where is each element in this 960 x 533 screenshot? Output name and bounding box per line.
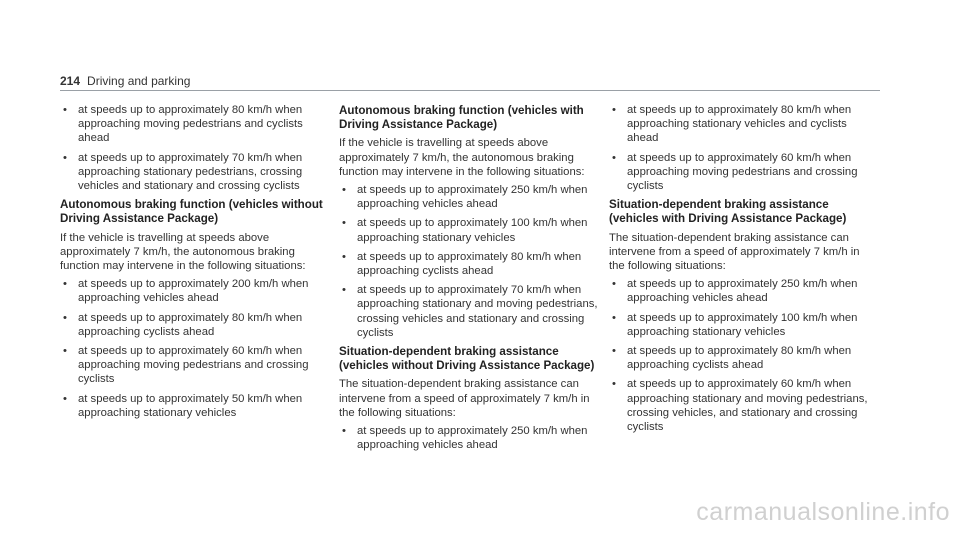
bullet-icon: • (612, 104, 616, 116)
bullet-icon: • (63, 104, 67, 116)
page-number: 214 (60, 74, 81, 88)
list-item (60, 151, 326, 194)
bullet-icon: • (63, 311, 67, 324)
list-item-text: at speeds up to approximately 250 km/h when approaching vehicles ahead (357, 184, 588, 211)
paragraph: The situation-dependent braking assistance can intervene from a speed of approximately 7 km/h in the following situations: (339, 378, 590, 419)
list-item (339, 183, 605, 211)
list-item-text: at speeds up to approximately 100 km/h when approaching stationary vehicles (357, 217, 588, 244)
list-item-text: at speeds up to approximately 250 km/h when approaching vehicles ahead (627, 278, 858, 305)
bullet-icon: • (342, 425, 346, 438)
section-heading: Autonomous braking function (vehicles with Driving Assistance Package) (339, 104, 584, 132)
list-item (609, 377, 875, 434)
list-item-text: at speeds up to approximately 70 km/h when approaching stationary pedestrians, crossing vehicles and stationary and crossing cyclists (78, 151, 303, 193)
list-item (339, 250, 605, 278)
section-title: Driving and parking (87, 74, 191, 88)
list-item-text: at speeds up to approximately 60 km/h when approaching moving pedestrians and crossing cyclists (78, 345, 309, 386)
list-item (60, 344, 326, 387)
list-item (339, 216, 605, 244)
bullet-icon: • (342, 284, 346, 297)
bullet-icon: • (342, 250, 346, 263)
column-2 (339, 103, 605, 457)
column-3 (609, 103, 875, 439)
list-item (609, 277, 875, 305)
bullet-icon: • (612, 345, 616, 358)
list-item (339, 283, 605, 340)
list-item (609, 311, 875, 339)
watermark: carmanualsonline.info (696, 498, 950, 526)
bullet-icon: • (342, 184, 346, 197)
bullet-icon: • (342, 217, 346, 230)
paragraph: The situation-dependent braking assistance can intervene from a speed of approximately 7 km/h in the following situations: (609, 231, 860, 273)
bullet-list (339, 424, 605, 452)
list-item (60, 103, 326, 146)
list-item-text: at speeds up to approximately 80 km/h when approaching moving pedestrians and cyclists ahead (78, 104, 303, 145)
list-item (60, 311, 326, 339)
list-item (60, 392, 326, 420)
list-item (60, 277, 326, 305)
bullet-list (60, 277, 326, 420)
bullet-list (339, 183, 605, 340)
list-item-text: at speeds up to approximately 200 km/h when approaching vehicles ahead (78, 278, 309, 305)
list-item-text: at speeds up to approximately 80 km/h when approaching cyclists ahead (78, 311, 303, 338)
list-item-text: at speeds up to approximately 60 km/h when approaching moving pedestrians and crossing cyclists (627, 151, 858, 193)
section-heading: Situation-dependent braking assistance (vehicles without Driving Assistance Package) (339, 345, 595, 373)
bullet-icon: • (612, 278, 616, 291)
list-item-text: at speeds up to approximately 60 km/h when approaching stationary and moving pedestrians, crossing vehicles, and stationary and crossing cyclists (627, 378, 868, 434)
list-item-text: at speeds up to approximately 100 km/h when approaching stationary vehicles (627, 311, 858, 338)
list-item (609, 151, 875, 194)
bullet-icon: • (63, 278, 67, 291)
list-item (609, 103, 875, 146)
bullet-icon: • (612, 378, 616, 391)
bullet-list (609, 277, 875, 434)
list-item-text: at speeds up to approximately 80 km/h when approaching cyclists ahead (357, 250, 582, 278)
list-item (339, 424, 605, 452)
bullet-icon: • (63, 345, 67, 358)
list-item-text: at speeds up to approximately 50 km/h when approaching stationary vehicles (78, 392, 303, 419)
paragraph: If the vehicle is travelling at speeds above approximately 7 km/h, the autonomous braking function may intervene in the following situations: (60, 231, 306, 273)
bullet-list (60, 103, 326, 193)
list-item-text: at speeds up to approximately 250 km/h when approaching vehicles ahead (357, 425, 588, 452)
list-item-text: at speeds up to approximately 80 km/h when approaching stationary vehicles and cyclists ahead (627, 104, 852, 145)
bullet-icon: • (612, 311, 616, 324)
bullet-icon: • (612, 151, 616, 164)
paragraph: If the vehicle is travelling at speeds above approximately 7 km/h, the autonomous braking function may intervene in the following situations: (339, 137, 585, 178)
bullet-list (609, 103, 875, 193)
list-item (609, 344, 875, 372)
list-item-text: at speeds up to approximately 70 km/h when approaching stationary and moving pedestrians, crossing vehicles and stationary and crossing cyclists (357, 284, 598, 339)
header-divider (60, 90, 880, 91)
bullet-icon: • (63, 151, 67, 164)
column-1 (60, 103, 326, 425)
page-header (60, 74, 190, 88)
section-heading: Autonomous braking function (vehicles without Driving Assistance Package) (60, 198, 323, 226)
bullet-icon: • (63, 392, 67, 405)
section-heading: Situation-dependent braking assistance (vehicles with Driving Assistance Package) (609, 198, 847, 226)
list-item-text: at speeds up to approximately 80 km/h when approaching cyclists ahead (627, 345, 852, 372)
